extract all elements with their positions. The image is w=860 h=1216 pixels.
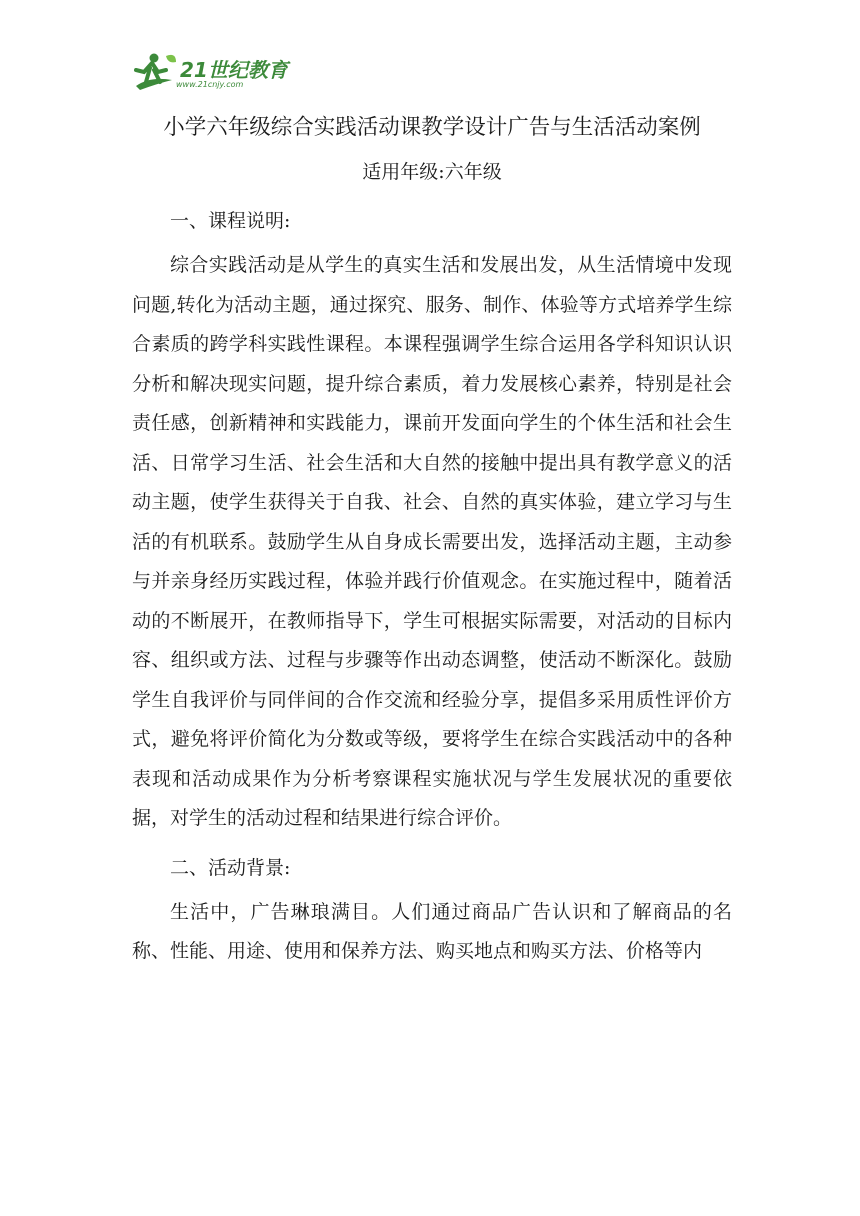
section-heading-activity-background: 二、活动背景:: [170, 856, 291, 879]
logo-url: www.21cnjy.com: [176, 80, 244, 89]
logo-text: 21世纪教育: [180, 58, 288, 82]
document-title: 小学六年级综合实践活动课教学设计广告与生活活动案例: [163, 115, 701, 140]
section-paragraph-activity-background: 生活中，广告琳琅满目。人们通过商品广告认识和了解商品的名称、性能、用途、使用和保养方法、购买地点和购买方法、价格等内: [132, 900, 732, 962]
applicable-grade: 适用年级:六年级: [362, 161, 502, 183]
site-logo: [132, 50, 302, 96]
document-body: [132, 108, 732, 972]
section-paragraph-course-description: 综合实践活动是从学生的真实生活和发展出发，从生活情境中发现问题,转化为活动主题，通过探究、服务、制作、体验等方式培养学生综合素质的跨学科实践性课程。本课程强调学生综合运用各学科知识认识分析和解决现实问题，提升综合素质，着力发展核心素养，特别是社会责任感，创新精神和实践能力，课前开发面向学生的个体生活和社会生活、日常学习生活、社会生活和大自然的接触中提出具有教学意义的活动主题，使学生获得关于自我、社会、自然的真实体验，建立学习与生活的有机联系。鼓励学生从自身成长需要出发，选择活动主题，主动参与并亲身经历实践过程，体验并践行价值观念。在实施过程中，随着活动的不断展开，在教师指导下，学生可根据实际需要，对活动的目标内容、组织或方法、过程与步骤等作出动态调整，使活动不断深化。鼓励学生自我评价与同伴间的合作交流和经验分享，提倡多采用质性评价方式，避免将评价简化为分数或等级，要将学生在综合实践活动中的各种表现和活动成果作为分析考察课程实施状况与学生发展状况的重要依据，对学生的活动过程和结果进行综合评价。: [132, 254, 732, 829]
runner-logo-icon: [132, 50, 178, 94]
section-heading-course-description: 一、课程说明:: [170, 210, 291, 232]
